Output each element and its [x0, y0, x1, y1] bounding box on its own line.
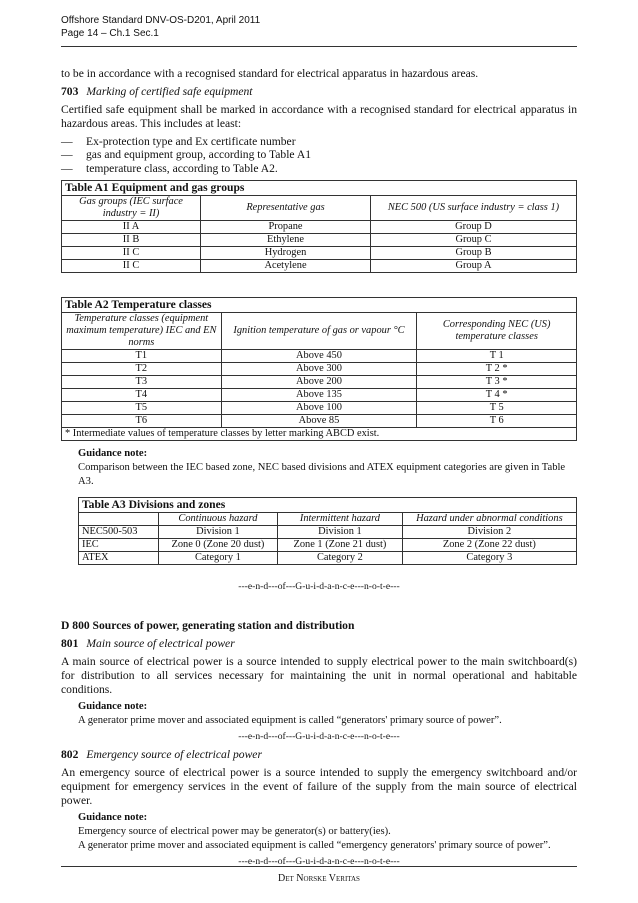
column-header: Representative gas	[201, 196, 371, 221]
table-cell: Ethylene	[201, 234, 371, 247]
guidance-text: A generator prime mover and associated equipment is called “emergency generators' primary source of power”.	[78, 839, 551, 851]
table-cell: T2	[62, 363, 222, 376]
column-header: Temperature classes (equipment maximum temperature) IEC and EN norms	[62, 313, 222, 350]
table-footnote: * Intermediate values of temperature classes by letter marking ABCD exist.	[62, 428, 577, 441]
guidance-end-marker: ---e-n-d---of---G-u-i-d-a-n-c-e---n-o-t-e---	[238, 730, 400, 742]
section-number: 703	[61, 85, 79, 99]
table-cell: II C	[62, 260, 201, 273]
table-cell: T3	[62, 376, 222, 389]
column-header: Hazard under abnormal conditions	[402, 513, 576, 526]
column-header: Corresponding NEC (US) temperature classes	[417, 313, 577, 350]
section-d800-heading: D 800 Sources of power, generating station and distribution	[61, 618, 355, 632]
page-footer: Det Norske Veritas	[278, 873, 360, 884]
table-row	[62, 260, 577, 273]
list-item: — Ex-protection type and Ex certificate number	[61, 135, 577, 149]
table-cell: Group C	[370, 234, 576, 247]
section-title: Main source of electrical power	[86, 637, 235, 651]
table-cell: Category 1	[158, 552, 278, 565]
guidance-label: Guidance note:	[78, 811, 148, 823]
footer-rule	[61, 866, 577, 867]
guidance-note-802	[78, 811, 577, 853]
list-item: — gas and equipment group, according to Table A1	[61, 148, 577, 162]
table-title: Table A2 Temperature classes	[62, 298, 577, 313]
table-row	[62, 389, 577, 402]
column-header: Intermittent hazard	[278, 513, 403, 526]
table-title: Table A1 Equipment and gas groups	[62, 181, 577, 196]
table-cell: Zone 0 (Zone 20 dust)	[158, 539, 278, 552]
table-cell: IEC	[79, 539, 159, 552]
list-item: — temperature class, according to Table A2.	[61, 162, 577, 176]
table-cell: T 5	[417, 402, 577, 415]
table-a1	[61, 180, 577, 273]
section-802-paragraph: An emergency source of electrical power is a source intended to supply the emergency switchboard and/or equipment for emergency services in the event of failure of the supply from the main source of electrical power.	[61, 765, 577, 808]
table-cell: T 3 *	[417, 376, 577, 389]
guidance-end-marker: ---e-n-d---of---G-u-i-d-a-n-c-e---n-o-t-e---	[238, 855, 400, 867]
page-header	[61, 14, 260, 40]
section-title: Marking of certified safe equipment	[86, 85, 253, 99]
table-cell: Above 450	[221, 350, 417, 363]
guidance-label: Guidance note:	[78, 448, 148, 460]
table-cell: T 4 *	[417, 389, 577, 402]
guidance-note-1	[78, 447, 577, 565]
header-rule	[61, 46, 577, 47]
table-cell: Division 1	[158, 526, 278, 539]
column-header: Ignition temperature of gas or vapour °C	[221, 313, 417, 350]
table-cell: Hydrogen	[201, 247, 371, 260]
section-703-paragraph: Certified safe equipment shall be marked in accordance with a recognised standard for electrical apparatus in hazardous areas. This includes at least:	[61, 102, 577, 131]
table-cell: Above 300	[221, 363, 417, 376]
table-cell: Division 2	[402, 526, 576, 539]
table-cell: II B	[62, 234, 201, 247]
table-cell: NEC500-503	[79, 526, 159, 539]
table-cell: Group D	[370, 221, 576, 234]
column-header: Continuous hazard	[158, 513, 278, 526]
table-row	[62, 234, 577, 247]
section-801-heading	[61, 637, 577, 651]
table-cell: Acetylene	[201, 260, 371, 273]
table-row	[79, 539, 577, 552]
table-row	[62, 363, 577, 376]
table-cell: T 1	[417, 350, 577, 363]
table-cell: Above 85	[221, 415, 417, 428]
table-cell: Above 135	[221, 389, 417, 402]
table-row	[62, 350, 577, 363]
marking-list	[61, 135, 577, 176]
section-703-heading	[61, 85, 577, 99]
table-cell: Zone 1 (Zone 21 dust)	[278, 539, 403, 552]
table-cell: Category 2	[278, 552, 403, 565]
header-doc-title: Offshore Standard DNV-OS-D201, April 2011	[61, 15, 261, 26]
table-cell: ATEX	[79, 552, 159, 565]
table-cell: II C	[62, 247, 201, 260]
table-cell: II A	[62, 221, 201, 234]
guidance-text: A generator prime mover and associated equipment is called “generators' primary source of power”.	[78, 714, 502, 726]
column-header	[79, 513, 159, 526]
section-801-paragraph: A main source of electrical power is a source intended to supply electrical power to the main switchboard(s) for distribution to all services necessary for maintaining the unit in normal operational and habitable conditions.	[61, 654, 577, 697]
table-title: Table A3 Divisions and zones	[79, 498, 577, 513]
table-cell: Zone 2 (Zone 22 dust)	[402, 539, 576, 552]
table-cell: T 2 *	[417, 363, 577, 376]
table-cell: T6	[62, 415, 222, 428]
guidance-text: Emergency source of electrical power may be generator(s) or battery(ies).	[78, 825, 391, 837]
table-cell: T4	[62, 389, 222, 402]
guidance-label: Guidance note:	[78, 700, 148, 712]
table-cell: Above 100	[221, 402, 417, 415]
table-cell: T5	[62, 402, 222, 415]
table-cell: Category 3	[402, 552, 576, 565]
table-cell: Group A	[370, 260, 576, 273]
table-cell: Propane	[201, 221, 371, 234]
guidance-note-801	[78, 700, 577, 728]
table-cell: T 6	[417, 415, 577, 428]
header-page-ref: Page 14 – Ch.1 Sec.1	[61, 28, 159, 39]
table-row	[62, 415, 577, 428]
page-content	[61, 67, 577, 869]
guidance-text: Comparison between the IEC based zone, NEC based divisions and ATEX equipment categories are given in Table A3.	[78, 462, 566, 488]
section-title: Emergency source of electrical power	[86, 748, 262, 762]
column-header: Gas groups (IEC surface industry = II)	[62, 196, 201, 221]
table-cell: Division 1	[278, 526, 403, 539]
table-row	[79, 552, 577, 565]
section-802-heading	[61, 748, 577, 762]
section-number: 801	[61, 637, 79, 651]
table-cell: Above 200	[221, 376, 417, 389]
table-row	[62, 221, 577, 234]
intro-line: to be in accordance with a recognised standard for electrical apparatus in hazardous areas.	[61, 67, 479, 80]
table-row	[62, 402, 577, 415]
table-cell: Group B	[370, 247, 576, 260]
table-row	[79, 526, 577, 539]
table-a2	[61, 297, 577, 441]
table-cell: T1	[62, 350, 222, 363]
section-number: 802	[61, 748, 79, 762]
column-header: NEC 500 (US surface industry = class 1)	[370, 196, 576, 221]
table-row	[62, 247, 577, 260]
table-row	[62, 376, 577, 389]
table-a3	[78, 497, 577, 565]
guidance-end-marker: ---e-n-d---of---G-u-i-d-a-n-c-e---n-o-t-e---	[238, 581, 400, 593]
